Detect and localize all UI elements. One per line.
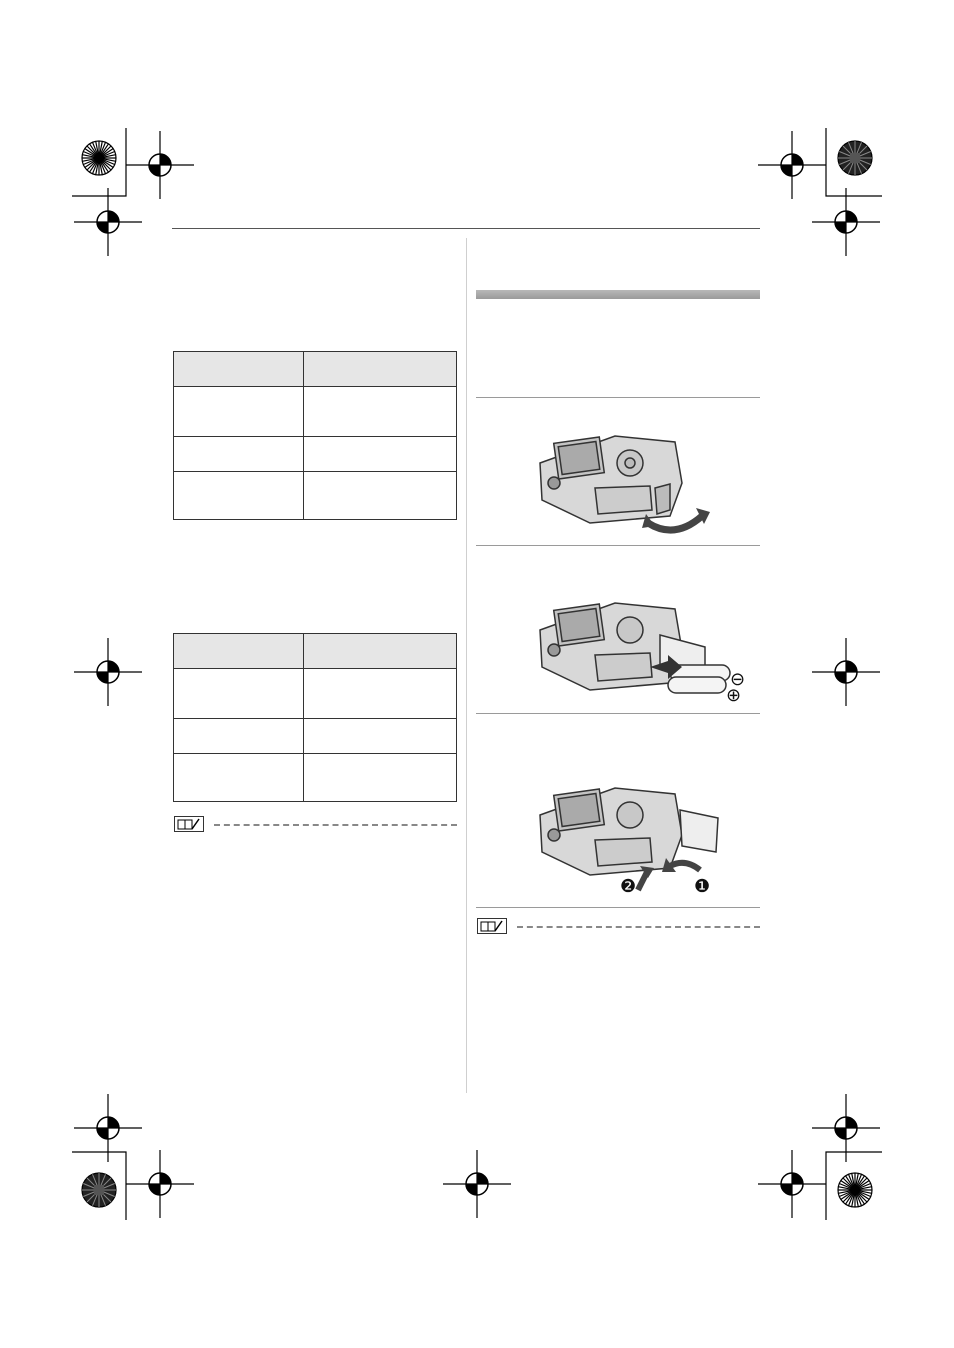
table-cell [304, 437, 457, 472]
callout-1-label: ❶ [694, 876, 711, 896]
table-cell [304, 719, 457, 754]
table-cell [174, 669, 304, 719]
step-divider [476, 907, 760, 908]
spec-table-2 [173, 633, 457, 802]
column-divider [466, 238, 467, 1093]
table-cell [174, 472, 304, 520]
table-cell [304, 387, 457, 437]
camera-door-open-icon [520, 428, 720, 543]
section-header-band [476, 290, 760, 299]
polarity-minus-label: ⊖ [730, 669, 746, 689]
note-divider [517, 926, 760, 928]
polarity-plus-label: ⊕ [726, 685, 742, 705]
note-divider [214, 824, 457, 826]
step-divider [476, 545, 760, 546]
table-cell [174, 719, 304, 754]
note-pen-icon [174, 816, 204, 832]
camera-battery-insert-icon [520, 595, 750, 710]
table-cell [174, 387, 304, 437]
step-divider [476, 397, 760, 398]
table-header-cell [304, 634, 457, 669]
note-row-left [174, 816, 457, 834]
callout-2-label: ❷ [620, 876, 637, 896]
note-row-right [477, 918, 760, 936]
table-cell [304, 669, 457, 719]
table-header-cell [174, 634, 304, 669]
table-header-cell [304, 352, 457, 387]
table-cell [304, 754, 457, 802]
table-cell [174, 437, 304, 472]
spec-table-1 [173, 351, 457, 520]
step-divider [476, 713, 760, 714]
table-cell [174, 754, 304, 802]
table-header-cell [174, 352, 304, 387]
table-cell [304, 472, 457, 520]
note-pen-icon [477, 918, 507, 934]
header-rule [172, 228, 760, 229]
